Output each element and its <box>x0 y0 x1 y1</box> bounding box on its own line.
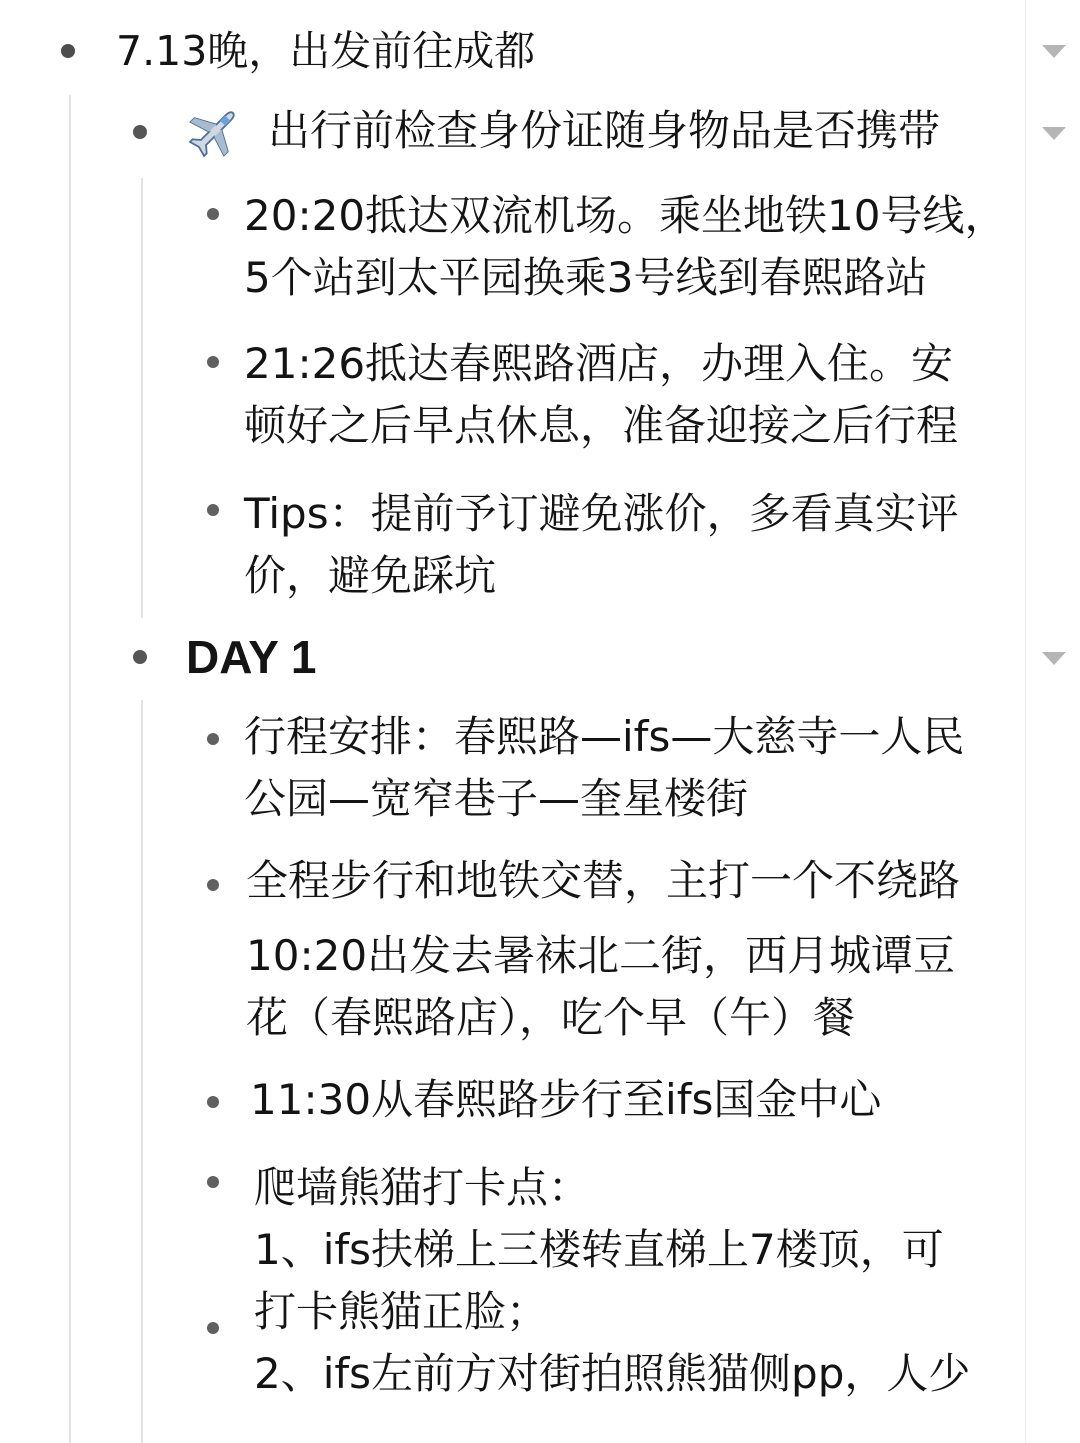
bullet-item[interactable] <box>207 504 219 516</box>
list-item[interactable] <box>244 483 959 607</box>
bullet-item[interactable] <box>207 733 219 745</box>
item-line: 打卡熊猫正脸； <box>254 1287 549 1336</box>
indent-guide-checklist <box>141 178 143 618</box>
bullet-item[interactable] <box>207 356 219 368</box>
list-item-continuation[interactable] <box>246 925 955 1049</box>
airplane-icon <box>186 102 244 160</box>
bullet-day1[interactable] <box>133 650 147 664</box>
bullet-item[interactable] <box>207 1322 219 1334</box>
chevron-down-icon[interactable] <box>1042 127 1066 140</box>
list-item[interactable]: 爬墙熊猫打卡点： <box>254 1163 591 1212</box>
chevron-down-icon[interactable] <box>1042 45 1066 58</box>
indent-guide-level-1 <box>69 95 71 1443</box>
item-line: 1、ifs扶梯上三楼转直梯上7楼顶，可 <box>254 1225 944 1274</box>
list-item[interactable]: 11:30从春熙路步行至ifs国金中心 <box>250 1075 882 1124</box>
list-item[interactable] <box>254 1219 970 1405</box>
panel-divider <box>1025 0 1026 1443</box>
item-line: 价，避免踩坑 <box>244 551 497 600</box>
item-line: 2、ifs左前方对街拍照熊猫侧pp，人少 <box>254 1349 971 1398</box>
item-line: 10:20出发去暑袜北二街，西月城谭豆 <box>246 931 956 980</box>
bullet-item[interactable] <box>207 208 219 220</box>
item-line: Tips：提前予订避免涨价，多看真实评 <box>244 489 959 538</box>
item-line: 公园—宽窄巷子—奎星楼街 <box>244 774 749 823</box>
node-day1-title[interactable]: DAY 1 <box>186 631 317 683</box>
item-line: 顿好之后早点休息，准备迎接之后行程 <box>244 401 959 450</box>
list-item[interactable]: 全程步行和地铁交替，主打一个不绕路 <box>246 856 961 905</box>
bullet-checklist[interactable] <box>133 125 147 139</box>
list-item[interactable] <box>244 706 964 830</box>
bullet-trip-start[interactable] <box>61 44 75 58</box>
list-item[interactable] <box>244 333 958 457</box>
item-line: 5个站到太平园换乘3号线到春熙路站 <box>244 253 928 302</box>
indent-guide-day1 <box>141 700 143 1443</box>
chevron-down-icon[interactable] <box>1042 652 1066 665</box>
node-checklist-title[interactable]: 出行前检查身份证随身物品是否携带 <box>268 106 941 155</box>
list-item[interactable] <box>244 185 1006 309</box>
item-line: 20:20抵达双流机场。乘坐地铁10号线， <box>244 191 1007 240</box>
bullet-item[interactable] <box>207 879 219 891</box>
item-line: 花（春熙路店），吃个早（午）餐 <box>246 993 856 1042</box>
item-line: 21:26抵达春熙路酒店，办理入住。安 <box>244 339 954 388</box>
bullet-item[interactable] <box>207 1096 219 1108</box>
bullet-item[interactable] <box>207 1176 219 1188</box>
node-trip-start-title[interactable]: 7.13晚，出发前往成都 <box>116 27 536 75</box>
item-line: 行程安排：春熙路—ifs—大慈寺一人民 <box>244 712 965 761</box>
